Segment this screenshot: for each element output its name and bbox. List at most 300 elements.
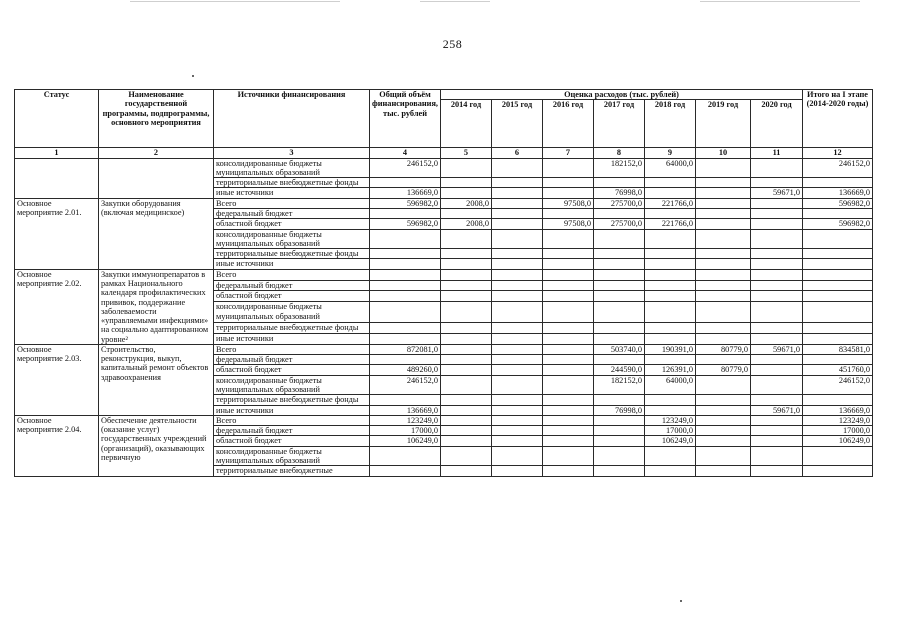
row-value-total: 596982,0 [370, 219, 441, 229]
row-value-y2016 [543, 436, 594, 446]
scan-speck [680, 600, 682, 602]
row-value-total [370, 229, 441, 249]
row-value-y2018 [645, 280, 696, 291]
row-value-y2017 [594, 280, 645, 291]
row-value-sum: 246152,0 [803, 375, 873, 395]
row-value-y2020 [751, 426, 803, 436]
row-source: территориальные внебюджетные фонды [214, 395, 370, 405]
row-value-y2017 [594, 446, 645, 466]
row-value-y2018: 106249,0 [645, 436, 696, 446]
row-name [99, 158, 214, 198]
row-value-sum [803, 208, 873, 218]
row-value-total: 106249,0 [370, 436, 441, 446]
row-value-y2019 [696, 280, 751, 291]
row-source: Всего [214, 415, 370, 425]
row-value-y2016 [543, 375, 594, 395]
row-value-y2019 [696, 426, 751, 436]
row-value-y2017: 503740,0 [594, 344, 645, 354]
row-value-y2018 [645, 269, 696, 280]
row-value-y2017 [594, 269, 645, 280]
row-value-y2016 [543, 365, 594, 375]
row-value-total: 136669,0 [370, 188, 441, 198]
row-value-y2019 [696, 198, 751, 208]
row-value-y2015 [492, 375, 543, 395]
row-source: Всего [214, 344, 370, 354]
row-value-total [370, 446, 441, 466]
row-value-y2018: 64000,0 [645, 158, 696, 178]
row-value-y2019 [696, 291, 751, 302]
row-source: федеральный бюджет [214, 280, 370, 291]
row-source: территориальные внебюджетные фонды [214, 323, 370, 334]
row-value-y2015 [492, 229, 543, 249]
scan-edge-line [420, 1, 490, 2]
row-value-y2019 [696, 355, 751, 365]
row-value-y2020 [751, 249, 803, 259]
row-value-y2019 [696, 375, 751, 395]
row-value-total [370, 178, 441, 188]
row-value-y2015 [492, 436, 543, 446]
row-value-y2017: 182152,0 [594, 158, 645, 178]
row-value-y2018 [645, 405, 696, 415]
row-value-y2014 [441, 291, 492, 302]
column-number: 6 [492, 148, 543, 158]
row-value-y2016 [543, 344, 594, 354]
row-source: консолидированные бюджеты муниципальных образований [214, 302, 370, 323]
financing-table [14, 89, 873, 477]
row-value-total: 136669,0 [370, 405, 441, 415]
row-value-y2020 [751, 269, 803, 280]
row-value-y2018: 64000,0 [645, 375, 696, 395]
row-value-y2019 [696, 249, 751, 259]
row-value-y2015 [492, 355, 543, 365]
row-value-y2019 [696, 208, 751, 218]
row-value-y2015 [492, 426, 543, 436]
row-value-y2018 [645, 466, 696, 476]
row-value-sum [803, 280, 873, 291]
row-value-total [370, 269, 441, 280]
row-value-y2015 [492, 344, 543, 354]
row-value-sum: 106249,0 [803, 436, 873, 446]
scan-speck [192, 75, 194, 77]
row-value-y2016 [543, 291, 594, 302]
scan-edge-line [700, 1, 860, 2]
row-value-y2017: 182152,0 [594, 375, 645, 395]
row-value-y2017 [594, 355, 645, 365]
row-source: иные источники [214, 259, 370, 269]
row-value-y2020 [751, 198, 803, 208]
row-value-total: 872081,0 [370, 344, 441, 354]
row-value-y2020 [751, 229, 803, 249]
row-value-total: 596982,0 [370, 198, 441, 208]
row-value-y2017 [594, 249, 645, 259]
row-value-y2014 [441, 323, 492, 334]
row-value-sum [803, 323, 873, 334]
row-source: областной бюджет [214, 365, 370, 375]
row-value-y2014 [441, 280, 492, 291]
row-value-y2016 [543, 208, 594, 218]
row-value-y2020: 59671,0 [751, 188, 803, 198]
row-value-y2018 [645, 208, 696, 218]
row-value-y2014 [441, 302, 492, 323]
row-value-sum [803, 269, 873, 280]
row-value-y2018 [645, 229, 696, 249]
row-value-y2019 [696, 178, 751, 188]
row-value-y2014 [441, 426, 492, 436]
row-value-y2016 [543, 280, 594, 291]
row-value-y2018 [645, 302, 696, 323]
row-value-y2015 [492, 259, 543, 269]
row-value-y2016 [543, 323, 594, 334]
row-source: федеральный бюджет [214, 355, 370, 365]
row-value-y2019 [696, 436, 751, 446]
row-value-sum: 17000,0 [803, 426, 873, 436]
row-value-y2020 [751, 280, 803, 291]
row-value-y2014 [441, 269, 492, 280]
column-number: 10 [696, 148, 751, 158]
row-value-y2020 [751, 259, 803, 269]
row-value-y2015 [492, 158, 543, 178]
row-value-y2019 [696, 333, 751, 344]
row-value-sum [803, 178, 873, 188]
row-value-y2020 [751, 436, 803, 446]
header-total: Общий объём финансирования, тыс. рублей [370, 90, 441, 148]
row-value-sum [803, 466, 873, 476]
row-value-y2016 [543, 158, 594, 178]
row-value-total: 246152,0 [370, 158, 441, 178]
row-value-y2014: 2008,0 [441, 219, 492, 229]
row-source: консолидированные бюджеты муниципальных образований [214, 446, 370, 466]
row-value-y2018 [645, 178, 696, 188]
row-name: Закупки иммунопрепаратов в рамках Национального календаря профилактических прививок, поддержание заболеваемости «управляемыми инфекциями» на социально адаптированном уровне² [99, 269, 214, 344]
row-value-y2019 [696, 323, 751, 334]
table-row [15, 158, 873, 178]
row-value-y2020 [751, 365, 803, 375]
row-value-total [370, 249, 441, 259]
row-value-total [370, 395, 441, 405]
row-value-y2016 [543, 415, 594, 425]
row-source: федеральный бюджет [214, 426, 370, 436]
row-value-y2016 [543, 249, 594, 259]
row-value-y2020 [751, 333, 803, 344]
row-value-y2015 [492, 365, 543, 375]
row-value-y2017 [594, 436, 645, 446]
row-value-y2014 [441, 466, 492, 476]
row-source: иные источники [214, 405, 370, 415]
row-value-y2017 [594, 395, 645, 405]
row-value-total [370, 323, 441, 334]
row-value-y2019 [696, 405, 751, 415]
row-value-y2015 [492, 198, 543, 208]
row-value-y2014 [441, 208, 492, 218]
row-value-total [370, 259, 441, 269]
row-value-y2020 [751, 415, 803, 425]
row-status: Основное мероприятие 2.04. [15, 415, 99, 476]
row-value-sum: 596982,0 [803, 198, 873, 208]
row-value-sum: 123249,0 [803, 415, 873, 425]
row-value-y2014 [441, 365, 492, 375]
row-value-y2016 [543, 178, 594, 188]
row-value-total: 123249,0 [370, 415, 441, 425]
row-value-sum [803, 249, 873, 259]
header-year: 2015 год [492, 100, 543, 148]
table-row [15, 269, 873, 280]
row-status [15, 158, 99, 198]
header-year: 2020 год [751, 100, 803, 148]
row-value-y2016 [543, 259, 594, 269]
row-value-total [370, 291, 441, 302]
row-value-sum [803, 229, 873, 249]
row-value-y2017 [594, 291, 645, 302]
row-value-y2017 [594, 178, 645, 188]
row-value-y2020 [751, 446, 803, 466]
row-value-y2018: 221766,0 [645, 198, 696, 208]
row-value-y2015 [492, 395, 543, 405]
column-number: 1 [15, 148, 99, 158]
row-value-y2014 [441, 446, 492, 466]
scan-edge-line [130, 1, 340, 2]
header-year: 2019 год [696, 100, 751, 148]
row-value-y2014 [441, 249, 492, 259]
row-value-y2017 [594, 466, 645, 476]
row-value-y2020 [751, 466, 803, 476]
column-number: 8 [594, 148, 645, 158]
header-estimate: Оценка расходов (тыс. рублей) [441, 90, 803, 100]
row-value-y2018 [645, 446, 696, 466]
row-source: территориальные внебюджетные фонды [214, 178, 370, 188]
row-value-y2016 [543, 355, 594, 365]
table-row [15, 344, 873, 354]
row-value-y2017: 76998,0 [594, 405, 645, 415]
column-number: 12 [803, 148, 873, 158]
row-value-y2020: 59671,0 [751, 344, 803, 354]
row-status: Основное мероприятие 2.01. [15, 198, 99, 269]
row-value-sum [803, 259, 873, 269]
row-value-y2014 [441, 395, 492, 405]
row-value-total [370, 280, 441, 291]
row-value-y2020 [751, 291, 803, 302]
row-value-y2017: 244590,0 [594, 365, 645, 375]
row-value-y2017 [594, 302, 645, 323]
header-summary: Итого на I этапе (2014-2020 годы) [803, 90, 873, 148]
column-number: 5 [441, 148, 492, 158]
row-value-y2020 [751, 178, 803, 188]
row-value-y2020 [751, 158, 803, 178]
row-value-y2019 [696, 229, 751, 249]
row-value-y2017 [594, 259, 645, 269]
financing-table-wrapper [14, 89, 873, 477]
row-value-y2019 [696, 219, 751, 229]
row-value-y2015 [492, 466, 543, 476]
row-value-y2019 [696, 188, 751, 198]
row-value-total [370, 333, 441, 344]
row-value-y2015 [492, 415, 543, 425]
row-value-y2020 [751, 375, 803, 395]
row-value-y2017: 76998,0 [594, 188, 645, 198]
row-value-y2015 [492, 291, 543, 302]
row-status: Основное мероприятие 2.03. [15, 344, 99, 415]
row-value-y2015 [492, 280, 543, 291]
page-number: 258 [442, 37, 463, 51]
row-value-y2020: 59671,0 [751, 405, 803, 415]
header-year: 2014 год [441, 100, 492, 148]
row-value-y2018 [645, 249, 696, 259]
row-value-total: 246152,0 [370, 375, 441, 395]
row-value-y2016 [543, 229, 594, 249]
row-value-y2016 [543, 333, 594, 344]
row-value-sum [803, 355, 873, 365]
row-value-y2015 [492, 219, 543, 229]
row-value-y2016 [543, 446, 594, 466]
row-value-sum: 451760,0 [803, 365, 873, 375]
row-value-sum [803, 395, 873, 405]
row-value-y2018: 221766,0 [645, 219, 696, 229]
row-value-y2020 [751, 208, 803, 218]
row-source: территориальные внебюджетные фонды [214, 249, 370, 259]
column-number-row [15, 148, 873, 158]
row-value-y2018 [645, 188, 696, 198]
row-source: иные источники [214, 188, 370, 198]
row-value-y2019 [696, 395, 751, 405]
row-value-sum: 596982,0 [803, 219, 873, 229]
row-value-y2015 [492, 323, 543, 334]
column-number: 3 [214, 148, 370, 158]
row-value-sum [803, 446, 873, 466]
row-value-y2014 [441, 229, 492, 249]
row-value-total [370, 302, 441, 323]
row-source: областной бюджет [214, 219, 370, 229]
row-value-y2019 [696, 302, 751, 323]
row-value-y2018 [645, 259, 696, 269]
row-value-total [370, 208, 441, 218]
row-value-y2018 [645, 333, 696, 344]
row-value-y2016 [543, 188, 594, 198]
row-value-y2016: 97508,0 [543, 198, 594, 208]
row-source: иные источники [214, 333, 370, 344]
row-value-y2017 [594, 426, 645, 436]
column-number: 2 [99, 148, 214, 158]
row-value-y2018 [645, 323, 696, 334]
header-status: Статус [15, 90, 99, 148]
row-value-y2017 [594, 415, 645, 425]
row-value-sum [803, 302, 873, 323]
row-value-y2016: 97508,0 [543, 219, 594, 229]
row-source: консолидированные бюджеты муниципальных образований [214, 229, 370, 249]
row-value-y2014 [441, 415, 492, 425]
row-source: федеральный бюджет [214, 208, 370, 218]
row-value-y2015 [492, 405, 543, 415]
row-value-y2019: 80779,0 [696, 344, 751, 354]
row-value-total [370, 466, 441, 476]
row-value-y2020 [751, 395, 803, 405]
row-value-y2015 [492, 178, 543, 188]
row-value-y2020 [751, 219, 803, 229]
header-year: 2016 год [543, 100, 594, 148]
table-row [15, 415, 873, 425]
row-value-y2015 [492, 208, 543, 218]
row-value-y2015 [492, 249, 543, 259]
row-source: Всего [214, 269, 370, 280]
row-value-y2016 [543, 269, 594, 280]
column-number: 11 [751, 148, 803, 158]
row-value-y2016 [543, 395, 594, 405]
row-value-y2019 [696, 259, 751, 269]
column-number: 4 [370, 148, 441, 158]
row-value-y2016 [543, 405, 594, 415]
row-value-y2018: 123249,0 [645, 415, 696, 425]
row-value-y2016 [543, 302, 594, 323]
row-value-y2017 [594, 333, 645, 344]
row-value-y2019 [696, 158, 751, 178]
row-value-y2019 [696, 269, 751, 280]
row-value-y2018 [645, 291, 696, 302]
row-value-y2015 [492, 269, 543, 280]
row-value-y2017 [594, 323, 645, 334]
table-row [15, 198, 873, 208]
row-value-y2019 [696, 446, 751, 466]
row-status: Основное мероприятие 2.02. [15, 269, 99, 344]
row-value-y2017 [594, 229, 645, 249]
row-value-y2015 [492, 188, 543, 198]
row-value-total [370, 355, 441, 365]
table-body [15, 158, 873, 476]
row-value-y2018 [645, 395, 696, 405]
row-value-y2014 [441, 436, 492, 446]
row-value-sum [803, 333, 873, 344]
row-value-sum: 136669,0 [803, 188, 873, 198]
row-value-y2014 [441, 259, 492, 269]
row-value-y2018: 17000,0 [645, 426, 696, 436]
row-source: областной бюджет [214, 436, 370, 446]
row-value-sum: 834581,0 [803, 344, 873, 354]
row-value-y2014 [441, 158, 492, 178]
row-value-y2016 [543, 426, 594, 436]
row-value-y2020 [751, 323, 803, 334]
row-value-y2019 [696, 415, 751, 425]
row-value-y2017: 275700,0 [594, 198, 645, 208]
row-value-y2018: 190391,0 [645, 344, 696, 354]
row-value-y2014 [441, 405, 492, 415]
row-value-y2015 [492, 333, 543, 344]
row-value-y2018 [645, 355, 696, 365]
row-value-y2019 [696, 466, 751, 476]
row-source: консолидированные бюджеты муниципальных образований [214, 375, 370, 395]
row-value-y2017 [594, 208, 645, 218]
row-value-y2020 [751, 355, 803, 365]
column-number: 7 [543, 148, 594, 158]
row-value-y2014 [441, 333, 492, 344]
row-value-y2014: 2008,0 [441, 198, 492, 208]
row-value-y2015 [492, 302, 543, 323]
header-source: Источники финансирования [214, 90, 370, 148]
row-source: Всего [214, 198, 370, 208]
row-source: областной бюджет [214, 291, 370, 302]
header-year: 2017 год [594, 100, 645, 148]
row-value-y2018: 126391,0 [645, 365, 696, 375]
row-source: консолидированные бюджеты муниципальных образований [214, 158, 370, 178]
row-name: Закупки оборудования (включая медицинское) [99, 198, 214, 269]
row-value-sum: 136669,0 [803, 405, 873, 415]
row-value-y2014 [441, 355, 492, 365]
row-value-y2014 [441, 375, 492, 395]
row-value-total: 17000,0 [370, 426, 441, 436]
row-value-y2014 [441, 188, 492, 198]
row-value-y2016 [543, 466, 594, 476]
row-value-total: 489260,0 [370, 365, 441, 375]
row-name: Строительство, реконструкция, выкуп, капитальный ремонт объектов здравоохранения [99, 344, 214, 415]
row-name: Обеспечение деятельности (оказание услуг) государственных учреждений (организаций), оказывающих первичную [99, 415, 214, 476]
header-name: Наименование государственной программы, подпрограммы, основного мероприятия [99, 90, 214, 148]
row-value-y2014 [441, 344, 492, 354]
